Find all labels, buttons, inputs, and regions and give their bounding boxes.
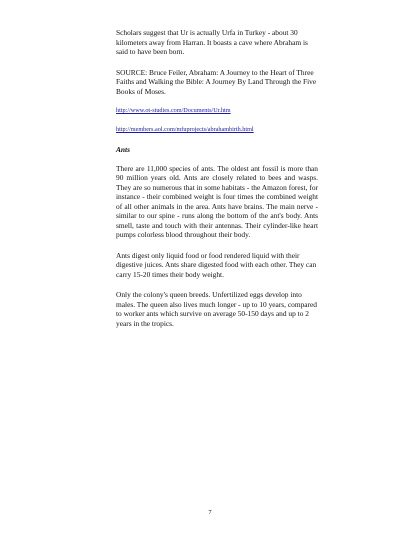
- paragraph-ur: Scholars suggest that Ur is actually Urfa in Turkey - about 30 kilometers away from Harran. It boasts a cave where Abraham is said to have been born.: [116, 28, 308, 56]
- section-heading-ants: Ants: [116, 145, 130, 154]
- page-number: 7: [208, 509, 212, 516]
- source-citation: SOURCE: Bruce Feiler, Abraham: A Journey to the Heart of Three Faiths and Walking the Bible: A Journey By Land Through the Five Books of Moses.: [116, 67, 317, 96]
- paragraph-ants-3: Only the colony's queen breeds. Unfertilized eggs develop into males. The queen also lives much longer - up to 10 years, compared to worker ants which survive on average 50-150 days and up to 2 years in the tropics.: [116, 290, 317, 328]
- paragraph-ants-1: There are 11,000 species of ants. The oldest ant fossil is more than 90 million years old. Ants are closely related to bees and wasps. They are so numerous that in some habitats - the Amazon forest, for instance - their combined weight is four times the combined weight of all other animals in the area. Ants have brains. The main nerve - similar to our spine - runs along the bottom of the ant's body. Ants smell, taste and touch with their antennas. Their cylinder-like heart pumps colorless blood throughout their body.: [116, 163, 318, 239]
- link-abraham-birth[interactable]: http://members.aol.com/mfuprojects/abrahambirth.html: [116, 126, 254, 133]
- page-content: [116, 28, 318, 339]
- paragraph-ants-2: Ants digest only liquid food or food rendered liquid with their digestive juices. Ants share digested food with each other. They can carry 15-20 times their body weight.: [116, 250, 317, 279]
- link-ot-studies[interactable]: http://www.ot-studies.com/Documents/Ur.htm: [116, 107, 231, 114]
